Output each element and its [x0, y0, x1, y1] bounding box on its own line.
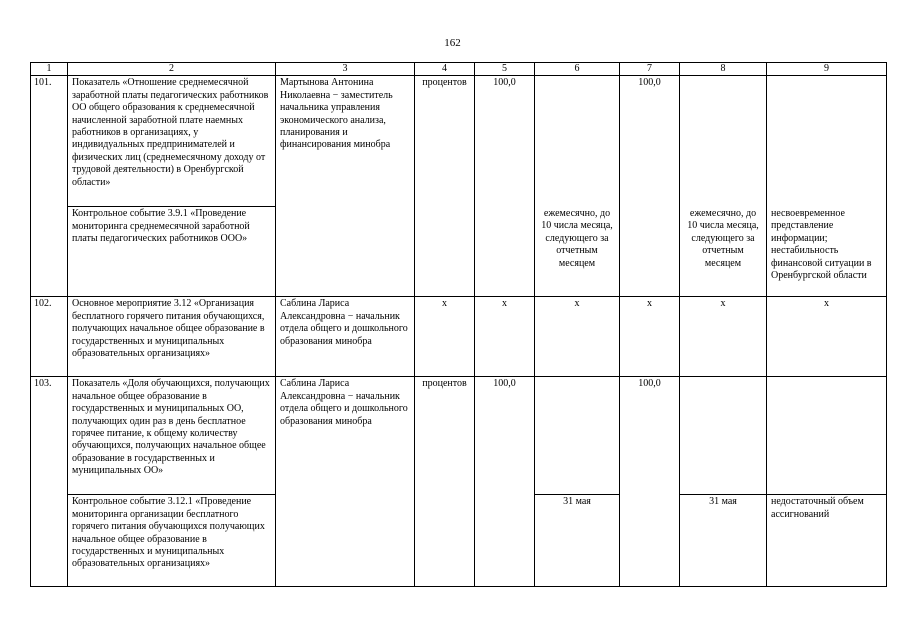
empty-cell	[680, 377, 767, 495]
column-header: 5	[475, 63, 535, 76]
risk-cell: несвоевременное представление информации; нестабильность финансовой ситуации в Оренбургской области	[767, 207, 887, 297]
value-cell: х	[535, 297, 620, 377]
value-cell: 100,0	[475, 377, 535, 495]
indicator-name: Показатель «Отношение среднемесячной заработной платы педагогических работников ОО общего образования к среднемесячной начисленной заработной плате наемных работников в организациях, у индивидуальных предпринимателей и физических лиц (среднемесячному доходу от трудовой деятельности) в Оренбургской области»	[68, 76, 276, 207]
empty-cell	[620, 495, 680, 587]
table-row	[31, 495, 887, 587]
row-number: 103.	[31, 377, 68, 495]
column-number-row	[31, 63, 887, 76]
empty-cell	[620, 207, 680, 297]
unit-cell: процентов	[415, 76, 475, 207]
empty-cell	[535, 76, 620, 207]
value-cell: 100,0	[620, 377, 680, 495]
empty-cell	[475, 207, 535, 297]
column-header: 4	[415, 63, 475, 76]
value-cell: х	[680, 297, 767, 377]
table-row	[31, 377, 887, 495]
value-cell: 100,0	[620, 76, 680, 207]
empty-cell	[767, 377, 887, 495]
empty-cell	[415, 495, 475, 587]
row-number: 102.	[31, 297, 68, 377]
empty-cell	[415, 207, 475, 297]
deadline-cell: 31 мая	[535, 495, 620, 587]
table-row	[31, 76, 887, 207]
control-event-name: Контрольное событие 3.12.1 «Проведение мониторинга организации бесплатного горячего питания обучающихся получающих начальное общее образование в государственных и муниципальных образовательных организациях»	[68, 495, 276, 587]
deadline-cell: ежемесячно, до 10 числа месяца, следующего за отчетным месяцем	[680, 207, 767, 297]
empty-cell	[276, 207, 415, 297]
deadline-cell: ежемесячно, до 10 числа месяца, следующего за отчетным месяцем	[535, 207, 620, 297]
column-header: 7	[620, 63, 680, 76]
column-header: 3	[276, 63, 415, 76]
empty-cell	[31, 495, 68, 587]
responsible-person: Саблина Лариса Александровна − начальник отдела общего и дошкольного образования минобра	[276, 297, 415, 377]
value-cell: х	[620, 297, 680, 377]
value-cell: 100,0	[475, 76, 535, 207]
empty-cell	[767, 76, 887, 207]
column-header: 9	[767, 63, 887, 76]
measure-name: Основное мероприятие 3.12 «Организация бесплатного горячего питания обучающихся, получающих начальное общее образование в государственных и муниципальных образовательных организациях»	[68, 297, 276, 377]
column-header: 8	[680, 63, 767, 76]
empty-cell	[31, 207, 68, 297]
value-cell: х	[475, 297, 535, 377]
control-event-name: Контрольное событие 3.9.1 «Проведение мониторинга среднемесячной заработной платы педагогических работников ООО»	[68, 207, 276, 297]
row-number: 101.	[31, 76, 68, 207]
responsible-person: Саблина Лариса Александровна − начальник отдела общего и дошкольного образования минобра	[276, 377, 415, 495]
empty-cell	[680, 76, 767, 207]
value-cell: х	[767, 297, 887, 377]
column-header: 1	[31, 63, 68, 76]
table-row	[31, 297, 887, 377]
plan-table	[30, 62, 887, 587]
unit-cell: процентов	[415, 377, 475, 495]
column-header: 2	[68, 63, 276, 76]
empty-cell	[276, 495, 415, 587]
responsible-person: Мартынова Антонина Николаевна − заместитель начальника управления экономического анализа, планирования и финансирования минобра	[276, 76, 415, 207]
value-cell: х	[415, 297, 475, 377]
indicator-name: Показатель «Доля обучающихся, получающих начальное общее образование в государственных и муниципальных ОО, получающих один раз в день бесплатное горячее питание, к общему количеству обучающихся, получающих начальное общее образование в государственных и муниципальных ОО»	[68, 377, 276, 495]
column-header: 6	[535, 63, 620, 76]
page-number: 162	[444, 37, 461, 49]
risk-cell: недостаточный объем ассигнований	[767, 495, 887, 587]
table-row	[31, 207, 887, 297]
deadline-cell: 31 мая	[680, 495, 767, 587]
empty-cell	[475, 495, 535, 587]
empty-cell	[535, 377, 620, 495]
